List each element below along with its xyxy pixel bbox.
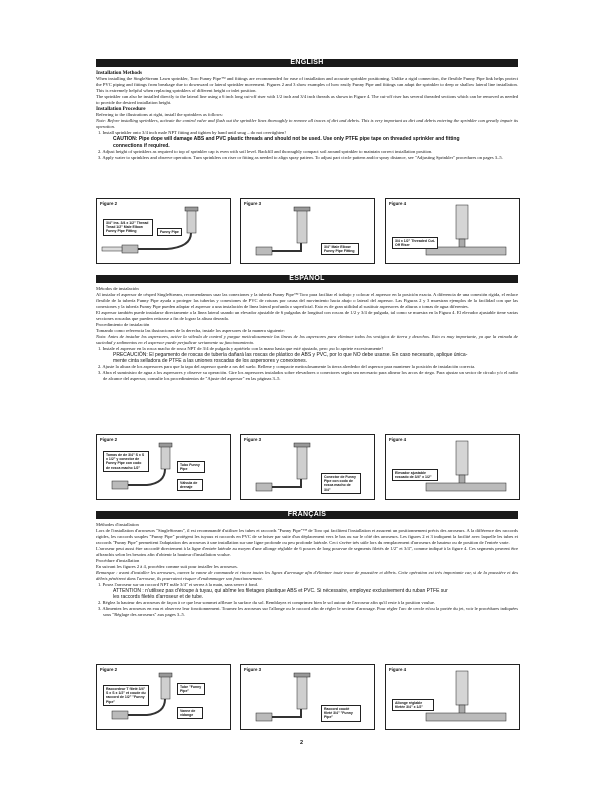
- figure-3: [240, 434, 375, 500]
- step-1: 1. Instale el aspersor en la rosca macho de rosca NPT de 3/4 de pulgada y apriételo con la mano hasta que esté ajustado, pero ¡no lo apriete excesivamente!: [98, 346, 383, 351]
- section-header-english: ENGLISH: [96, 59, 518, 67]
- intro-paragraph-2: The sprinkler can also be installed directly to the lateral line using a 6 inch long cut-off riser with 1/2 inch and 3/4 inch threads as shown in Figure 4. The cut-off riser has several threaded sections which can be removed as needed to provide the desired installation height.: [96, 94, 518, 106]
- francais-text: [96, 522, 518, 618]
- espanol-figures: [96, 434, 518, 498]
- section-header-espanol: ESPAÑOL: [96, 275, 518, 283]
- step-3: 3. Abra el suministro de agua a los aspersores y observe su operación. Gire los aspersores instalados sobre elevadores o conectores según sea necesario para alinear los arcos de riego. Para ajustar un sector de círculo y/o el radio de alcance del aspersor, consulte los procedimientos de "Ajuste del aspersor" en las páginas 3–5.: [98, 370, 518, 382]
- figure-4-drawing: [386, 665, 519, 729]
- step-3: 3. Apply water to sprinklers and observe operation. Turn sprinklers on riser or fitting as needed to align spray pattern. To adjust part circle pattern and/or spray distance, see "Adjusting Sprinkler" procedures on pages 3–5.: [98, 154, 503, 160]
- intro-paragraph-1: Lors de l'installation d'arroseurs "SingleStream", il est recommandé d'utiliser les tubes et raccords "Funny Pipe"™ de Toro qui facilitent l'installation et assurent un positionnement précis des arroseurs. A la différence des raccords rigides, les raccords souples "Funny Pipe" protègent les tuyaux et raccords en PVC de se briser par suite d'un déplacement vers le bas ou sur le côté des arroseurs. Les figures 2 et 3 indiquent la facilité avec laquelle les tubes et raccords "Funny Pipe" permettent l'adaptation des arroseurs à une installation sur une ligne profonde ou peu profonde latérale. Ceci s'avère très utile lors du remplacement d'arroseurs de hauteur ou de position de l'entrée varie.: [96, 528, 518, 545]
- procedure-reference: Referring to the illustrations at right, install the sprinklers as follows:: [96, 112, 223, 118]
- caution-line-2: mente cinta selladora de PTFE a las uniones roscadas de los aspersores y conexiones.: [113, 358, 307, 365]
- figure-2-label: Figure 2: [100, 201, 118, 206]
- intro-paragraph-1: When installing the SingleStream Lawn sprinkler, Toro Funny Pipe™ and fittings are recommended for ease of installation and accurate sprinkler positioning. Unlike a rigid connection, the flexible Funny Pipe link helps protect the PVC piping and fittings from breakage due to downward or lateral sprinkler movement. Figures 2 and 3 show examples of how easily Funny Pipe and fittings can adapt the sprinkler to deep or shallow lateral line installation. This is extremely helpful when replacing sprinklers of different height or inlet position.: [96, 76, 518, 94]
- figure-2: [96, 664, 231, 730]
- note-paragraph: Note: Before installing sprinklers, activate the control valve and flush out the sprinkler lines thoroughly to remove all traces of dirt and debris. This is very important as dirt and debris entering the sprinkler can greatly impair its operation.: [96, 118, 518, 130]
- figure-2-callout-3: Válvula de drenaje: [177, 479, 203, 491]
- figure-2: [96, 198, 231, 264]
- figure-3-label: Figure 3: [244, 201, 262, 206]
- figure-3-label: Figure 3: [244, 667, 262, 672]
- procedure-reference: En suivant les figures 2 à 4, procédez comme suit pour installer les arroseurs.: [96, 564, 238, 569]
- figure-4-callout: Elevador ajustable roscado de 3/4" x 1/2": [392, 469, 438, 481]
- espanol-text: [96, 286, 518, 382]
- figure-2-callout-2: Tube "Funny Pipe": [177, 683, 205, 695]
- note-paragraph: Remarque : avant d'installer les arroseurs, ouvrez la vanne de commande et rincez toutes les lignes d'arrosage afin d'éliminer toute trace de poussière et débris. Cette opération est très importante car, si de la poussière et des débris pénètrent dans l'arroseur, ils pourraient risquer d'endommager son fonctionnement.: [96, 570, 518, 581]
- section-header-francais: FRANÇAIS: [96, 511, 518, 519]
- figure-4-drawing: [386, 199, 519, 263]
- figure-3: [240, 198, 375, 264]
- procedure-reference: Tomando como referencia las ilustraciones de la derecha, instale los aspersores de la manera siguiente:: [96, 328, 285, 333]
- procedure-title: Installation Procedure: [96, 106, 146, 113]
- figure-3-callout: 3/4" Male Elbow Funny Pipe Fitting: [321, 243, 359, 255]
- caution-line-2: connections if required.: [113, 142, 170, 149]
- caution-line-1: CAUTION: Pipe dope will damage ABS and PVC plastic threads and should not be used. Use only PTFE pipe tape on threaded sprinkler and fitting: [113, 136, 460, 143]
- figure-4-label: Figure 4: [389, 667, 407, 672]
- intro-paragraph-2: L'arroseur peut aussi être raccordé directement à la ligne d'entrée latérale au moyen d'une allonge réglable de 6 pouces de long pourvue de segments filetés de 1/2" et 3/4", comme indiqué à la figure 4. Ces segments peuvent être affranchis selon les besoins afin d'obtenir la hauteur d'installation voulue.: [96, 546, 518, 557]
- caution-line-1: ATTENTION : n'utilisez pas d'étoupe à tuyau, qui abîme les filetages plastique ABS et PVC. Si nécessaire, employez exclusivement du ruban PTFE sur: [113, 588, 448, 594]
- figure-2-callout: 3/4" ins. 3/4 x 1/2" Thread Tread 1/2" Male Elbow Funny Pipe Fitting: [103, 219, 153, 236]
- intro-paragraph-1: Al instalar el aspersor de césped SingleStream, recomendamos usar las conexiones y la tubería Funny Pipe™ Toro para facilitar el trabajo y colocar el aspersor en la posición exacta. A diferencia de una conexión rígida, el enlace flexible de la tubería Funny Pipe ayuda a proteger las tuberías y conexiones de PVC de roturas por causa del movimiento hacia abajo o lateral del aspersor. Las Figuras 2 y 3 muestran ejemplos de la facilidad con que las conexiones y la tubería Funny Pipe pueden adaptar el aspersor a una instalación de línea lateral profunda o superficial. Esto es de gran utilidad al sustituir aspersores de alturas o tomas de agua diferentes.: [96, 292, 518, 309]
- figure-2-callout-2: Funny Pipe: [157, 228, 182, 236]
- figure-2-callout-2: Tubo Funny Pipe: [177, 461, 205, 473]
- figure-3-callout: Conector de Funny Pipe con codo de rosca macho de 3/4": [321, 473, 361, 494]
- figure-2-label: Figure 2: [100, 437, 118, 442]
- step-3: 3. Alimentez les arroseurs en eau et observez leur fonctionnement. Tournez les arroseurs sur l'allonge ou le raccord afin de régler le secteur d'arrosage. Pour régler l'arc de cercle et/ou la portée du jet, voir le procédures indiquées sous "Réglage des arroseurs" aux pages 3–5.: [98, 606, 518, 618]
- figure-2-callout-3: Vanne de vidange: [177, 707, 203, 719]
- step-2: 2. Réglez la hauteur des arroseurs de façon à ce que leur sommet affleure la surface du sol. Remblayez et comprimez bien le sol autour de l'arroseur afin qu'il reste à la position voulue.: [98, 600, 436, 606]
- figure-3-callout: Raccord coudé fileté 3/4" "Funny Pipe": [321, 705, 361, 722]
- figure-2: [96, 434, 231, 500]
- figure-4: [385, 664, 520, 730]
- figure-4-label: Figure 4: [389, 437, 407, 442]
- figure-2-callout: Raccordeur T fileté 3/4" S x S x 1/2" et coude du raccord de 1/2" "Funny Pipe": [103, 685, 149, 706]
- figure-2-callout: Tomas de de 3/4" S x S x 1/2" y conector de Funny Pipe con codo de rosca macho 1/2": [103, 451, 149, 472]
- english-text: [96, 70, 518, 161]
- caution-line-2: les raccords filetés d'arroseur et de tube.: [113, 594, 204, 601]
- installation-methods-title: Métodos de instalación: [96, 286, 139, 291]
- installation-methods-title: Méthodes d'installation: [96, 522, 139, 527]
- step-1: 1. Posez l'arroseur sur un raccord NPT mâle 3/4" et serrez à la main, sans serrer à fond.: [98, 582, 259, 587]
- figure-2-label: Figure 2: [100, 667, 118, 672]
- procedure-title: Procedimiento de instalación: [96, 322, 150, 327]
- page-number: 2: [300, 740, 304, 746]
- intro-paragraph-2: El aspersor también puede instalarse directamente a la línea lateral usando un elevador ajustable de 6 pulgadas de longitud con roscas de 1/2 y 3/4 de pulgada, tal como se muestra en la Figura 4. El elevador ajustable tiene varias secciones roscadas que pueden retirarse a fin de lograr la altura deseada.: [96, 310, 518, 321]
- figure-4-callout: 3/4 x 1/2" Threaded Cut-Off Riser: [392, 237, 438, 249]
- step-2: 2. Adjust height of sprinklers as required to top of sprinkler cap is even with soil level. Backfill and thoroughly compact soil around sprinkler to maintain correct installation position.: [98, 148, 433, 154]
- figure-4: [385, 198, 520, 264]
- step-2: 2. Ajuste la altura de los aspersores para que la tapa del aspersor quede a ras del suelo. Rellene y compacte meticulosamente la tierra alrededor del aspersor para mantener la posición de instalación correcta.: [98, 364, 476, 370]
- step-1: 1. Install sprinkler onto 3/4 inch male NPT fitting and tighten by hand until snug – do not overtighten!: [98, 130, 286, 136]
- installation-methods-title: Installation Methods: [96, 70, 142, 76]
- francais-figures: [96, 664, 518, 728]
- figure-4-drawing: [386, 435, 519, 499]
- note-paragraph: Nota: Antes de instalar los aspersores, active la válvula de control y purgue meticulosamente las líneas de los aspersores para eliminar todos los vestigios de tierra y desechos. Esto es muy importante, ya que la entrada de suciedad y sedimentos en el aspersor puede perjudicar seriamente su funcionamiento.: [96, 334, 518, 345]
- figure-4: [385, 434, 520, 500]
- procedure-title: Procédure d'installation: [96, 558, 140, 563]
- figure-4-label: Figure 4: [389, 201, 407, 206]
- english-figures: [96, 198, 518, 262]
- caution-line-1: PRECAUCIÓN: El pegamento de roscas de tubería dañará las roscas de plástico de ABS y PVC, por lo que NO debe usarse. En caso necesario, aplique única-: [113, 352, 468, 358]
- figure-3-label: Figure 3: [244, 437, 262, 442]
- figure-4-callout: Allonge réglable filetée 3/4" x 1/2": [392, 699, 434, 711]
- figure-3: [240, 664, 375, 730]
